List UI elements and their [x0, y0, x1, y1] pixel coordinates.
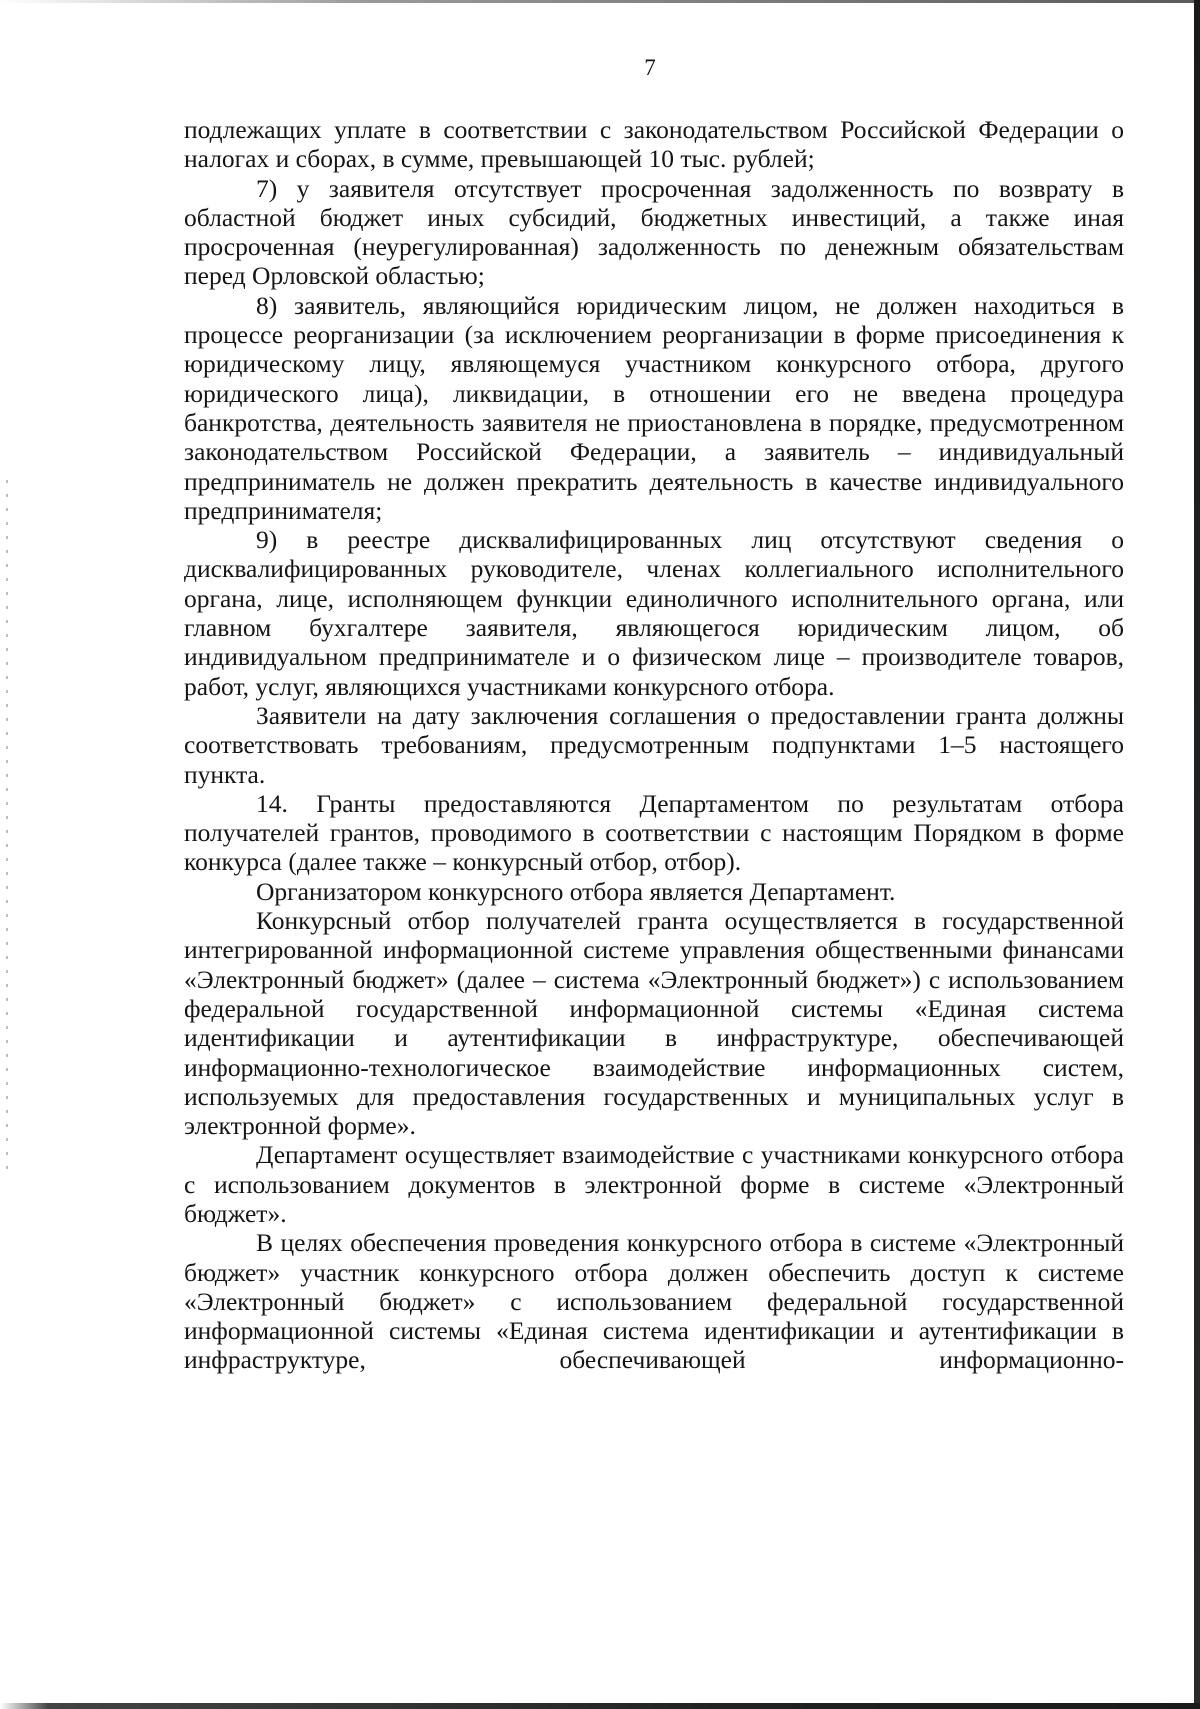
paragraph-department-interaction: Департамент осуществляет взаимодействие с участниками конкурсного отбора с использованием документов в электронной форме в системе «Электронный бюджет».: [184, 1140, 1124, 1228]
document-body: [184, 115, 1124, 1375]
paragraph-applicants-requirements: Заявители на дату заключения соглашения о предоставлении гранта должны соответствовать требованиям, предусмотренным подпунктами 1–5 настоящего пункта.: [184, 700, 1124, 789]
paragraph-access-requirement: В целях обеспечения проведения конкурсного отбора в системе «Электронный бюджет» участник конкурсного отбора должен обеспечить доступ к системе «Электронный бюджет» с использованием федеральной государственной информационной системы «Единая система идентификации и аутентификации в инфраструктуре, обеспечивающей информационно-: [184, 1228, 1124, 1375]
scan-edge-bottom: [0, 1703, 1200, 1709]
paragraph-continuation-taxes: подлежащих уплате в соответствии с законодательством Российской Федерации о налогах и сборах, в сумме, превышающей 10 тыс. рублей;: [184, 115, 1124, 174]
paragraph-item-9: 9) в реестре дисквалифицированных лиц отсутствуют сведения о дисквалифицированных руководителе, членах коллегиального исполнительного органа, лице, исполняющем функции единоличного исполнительного органа, или главном бухгалтере заявителя, являющегося юридическим лицом, об индивидуальном предпринимателе и о физическом лице – производителе товаров, работ, услуг, являющихся участниками конкурсного отбора.: [184, 525, 1124, 701]
page-number-text: 7: [644, 55, 656, 80]
page-number: [0, 55, 1200, 81]
paragraph-item-8: 8) заявитель, являющийся юридическим лицом, не должен находиться в процессе реорганизации (за исключением реорганизации в форме присоединения к юридическому лицу, являющемуся участником конкурсного отбора, другого юридического лица), ликвидации, в отношении его не введена процедура банкротства, деятельность заявителя не приостановлена в порядке, предусмотренном законодательством Российской Федерации, а заявитель – индивидуальный предприниматель не должен прекратить деятельность в качестве индивидуального предпринимателя;: [184, 290, 1124, 525]
scan-margin-dots: [6, 480, 8, 1180]
paragraph-item-7: 7) у заявителя отсутствует просроченная задолженность по возврату в областной бюджет иных субсидий, бюджетных инвестиций, а также иная просроченная (неурегулированная) задолженность по денежным обязательствам перед Орловской областью;: [184, 173, 1124, 291]
scan-edge-top: [0, 0, 1200, 3]
scan-edge-right: [1194, 0, 1200, 1709]
paragraph-organizer: Организатором конкурсного отбора является Департамент.: [256, 876, 896, 906]
paragraph-electronic-budget-system: Конкурсный отбор получателей гранта осуществляется в государственной интегрированной информационной системе управления общественными финансами «Электронный бюджет» (далее – система «Электронный бюджет») с использованием федеральной государственной информационной системы «Единая система идентификации и аутентификации в инфраструктуре, обеспечивающей информационно-технологическое взаимодействие информационных систем, используемых для предоставления государственных и муниципальных услуг в электронной форме».: [184, 906, 1124, 1141]
paragraph-point-14: 14. Гранты предоставляются Департаментом по результатам отбора получателей грантов, проводимого в соответствии с настоящим Порядком в форме конкурса (далее также – конкурсный отбор, отбор).: [184, 788, 1124, 877]
